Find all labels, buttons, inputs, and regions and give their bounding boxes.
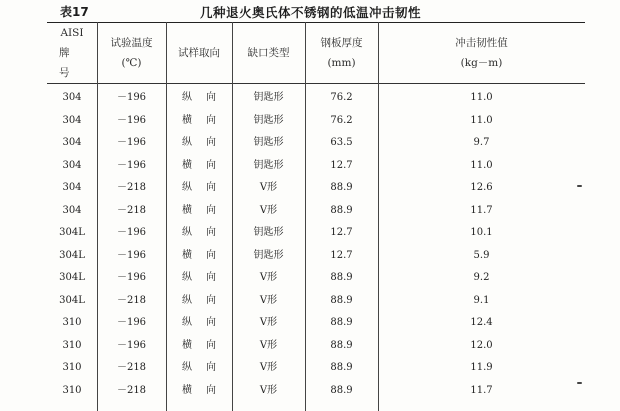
cell-thick: 88.9 <box>330 339 353 351</box>
table-row <box>47 267 585 289</box>
cell-notch: 钥匙形 <box>253 92 284 103</box>
cell-grade: 310 <box>62 339 82 351</box>
cell-temp: －196 <box>116 159 147 171</box>
cell-temp: －196 <box>116 137 147 148</box>
cell-temp: －218 <box>116 182 147 193</box>
cell-orient: 横向 <box>182 249 230 261</box>
cell-impact: 9.7 <box>473 137 490 148</box>
cell-thick: 88.9 <box>330 294 353 306</box>
table-row <box>47 357 585 379</box>
cell-impact: 11.0 <box>470 92 493 103</box>
header-rule <box>47 83 585 84</box>
cell-orient: 纵向 <box>182 182 230 193</box>
cell-impact: 9.1 <box>473 294 490 306</box>
cell-notch: V形 <box>259 362 278 373</box>
table-row <box>47 335 585 357</box>
cell-impact: 11.7 <box>470 384 493 396</box>
cell-temp: －218 <box>116 204 147 216</box>
cell-notch: 钥匙形 <box>253 159 284 171</box>
cell-thick: 88.9 <box>330 182 353 193</box>
table-row <box>47 87 585 109</box>
cell-thick: 88.9 <box>330 204 353 216</box>
cell-thick: 63.5 <box>330 137 353 148</box>
cell-grade: 304 <box>62 182 82 193</box>
cell-thick: 88.9 <box>330 272 353 283</box>
cell-temp: －218 <box>116 362 147 373</box>
cell-orient: 纵向 <box>182 317 230 328</box>
cell-thick: 88.9 <box>330 317 353 328</box>
table-number: 表17 <box>60 5 89 19</box>
header-impact-toughness: 冲击韧性值 (kg－m) <box>455 36 508 69</box>
cell-thick: 12.7 <box>330 249 353 261</box>
cell-temp: －218 <box>116 294 147 306</box>
cell-impact: 12.0 <box>470 339 493 351</box>
table-row <box>47 380 585 402</box>
cell-grade: 304L <box>59 249 85 261</box>
cell-notch: V形 <box>259 182 278 193</box>
cell-impact: 11.9 <box>470 362 493 373</box>
cell-impact: 5.9 <box>473 249 490 261</box>
cell-orient: 横向 <box>182 114 230 126</box>
cell-thick: 12.7 <box>330 159 353 171</box>
cell-notch: 钥匙形 <box>253 137 284 148</box>
cell-temp: －196 <box>116 114 147 126</box>
cell-impact: 11.0 <box>470 159 493 171</box>
scan-mark <box>577 185 582 187</box>
cell-notch: V形 <box>259 384 278 396</box>
cell-thick: 76.2 <box>330 114 353 126</box>
cell-notch: V形 <box>259 339 278 351</box>
table-caption <box>0 3 620 21</box>
cell-temp: －196 <box>116 317 147 328</box>
table-row <box>47 200 585 222</box>
cell-notch: 钥匙形 <box>253 249 284 261</box>
cell-grade: 304 <box>62 114 82 126</box>
cell-temp: －196 <box>116 249 147 261</box>
cell-impact: 11.7 <box>470 204 493 216</box>
table-row <box>47 155 585 177</box>
cell-grade: 304 <box>62 92 82 103</box>
cell-orient: 纵向 <box>182 137 230 148</box>
cell-orient: 横向 <box>182 204 230 216</box>
cell-grade: 310 <box>62 317 82 328</box>
cell-orient: 纵向 <box>182 362 230 373</box>
cell-notch: V形 <box>259 294 278 306</box>
cell-orient: 纵向 <box>182 227 230 238</box>
header-notch-type: 缺口类型 <box>247 46 290 59</box>
cell-grade: 304 <box>62 159 82 171</box>
table-row <box>47 132 585 154</box>
table-title: 几种退火奥氏体不锈钢的低温冲击韧性 <box>200 5 422 20</box>
cell-impact: 12.4 <box>470 317 493 328</box>
cell-grade: 310 <box>62 362 82 373</box>
cell-notch: V形 <box>259 272 278 283</box>
cell-grade: 304 <box>62 204 82 216</box>
table-row <box>47 245 585 267</box>
cell-temp: －218 <box>116 384 147 396</box>
cell-thick: 12.7 <box>330 227 353 238</box>
cell-orient: 横向 <box>182 384 230 396</box>
cell-orient: 横向 <box>182 159 230 171</box>
cell-notch: V形 <box>259 204 278 216</box>
cell-orient: 纵向 <box>182 92 230 103</box>
cell-grade: 310 <box>62 384 82 396</box>
header-plate-thickness: 钢板厚度 (mm) <box>320 36 363 69</box>
table-row <box>47 290 585 312</box>
cell-orient: 纵向 <box>182 272 230 283</box>
cell-grade: 304L <box>59 272 85 283</box>
cell-notch: V形 <box>259 317 278 328</box>
header-aisi-grade: AISI 牌号 <box>59 26 84 79</box>
cell-temp: －196 <box>116 227 147 238</box>
table-row <box>47 312 585 334</box>
cell-orient: 横向 <box>182 339 230 351</box>
cell-notch: 钥匙形 <box>253 227 284 238</box>
cell-grade: 304L <box>59 294 85 306</box>
table-row <box>47 110 585 132</box>
cell-impact: 10.1 <box>470 227 493 238</box>
cell-impact: 11.0 <box>470 114 493 126</box>
header-test-temperature: 试验温度 (℃) <box>110 36 153 69</box>
cell-grade: 304 <box>62 137 82 148</box>
cell-notch: 钥匙形 <box>253 114 284 126</box>
cell-orient: 纵向 <box>182 294 230 306</box>
cell-grade: 304L <box>59 227 85 238</box>
cell-thick: 76.2 <box>330 92 353 103</box>
cell-temp: －196 <box>116 272 147 283</box>
cell-impact: 9.2 <box>473 272 490 283</box>
cell-impact: 12.6 <box>470 182 493 193</box>
cell-temp: －196 <box>116 92 147 103</box>
table-row <box>47 177 585 199</box>
cell-temp: －196 <box>116 339 147 351</box>
cell-thick: 88.9 <box>330 362 353 373</box>
scan-mark <box>577 382 582 384</box>
cell-thick: 88.9 <box>330 384 353 396</box>
table-row <box>47 222 585 244</box>
header-specimen-orientation: 试样取向 <box>178 46 220 59</box>
